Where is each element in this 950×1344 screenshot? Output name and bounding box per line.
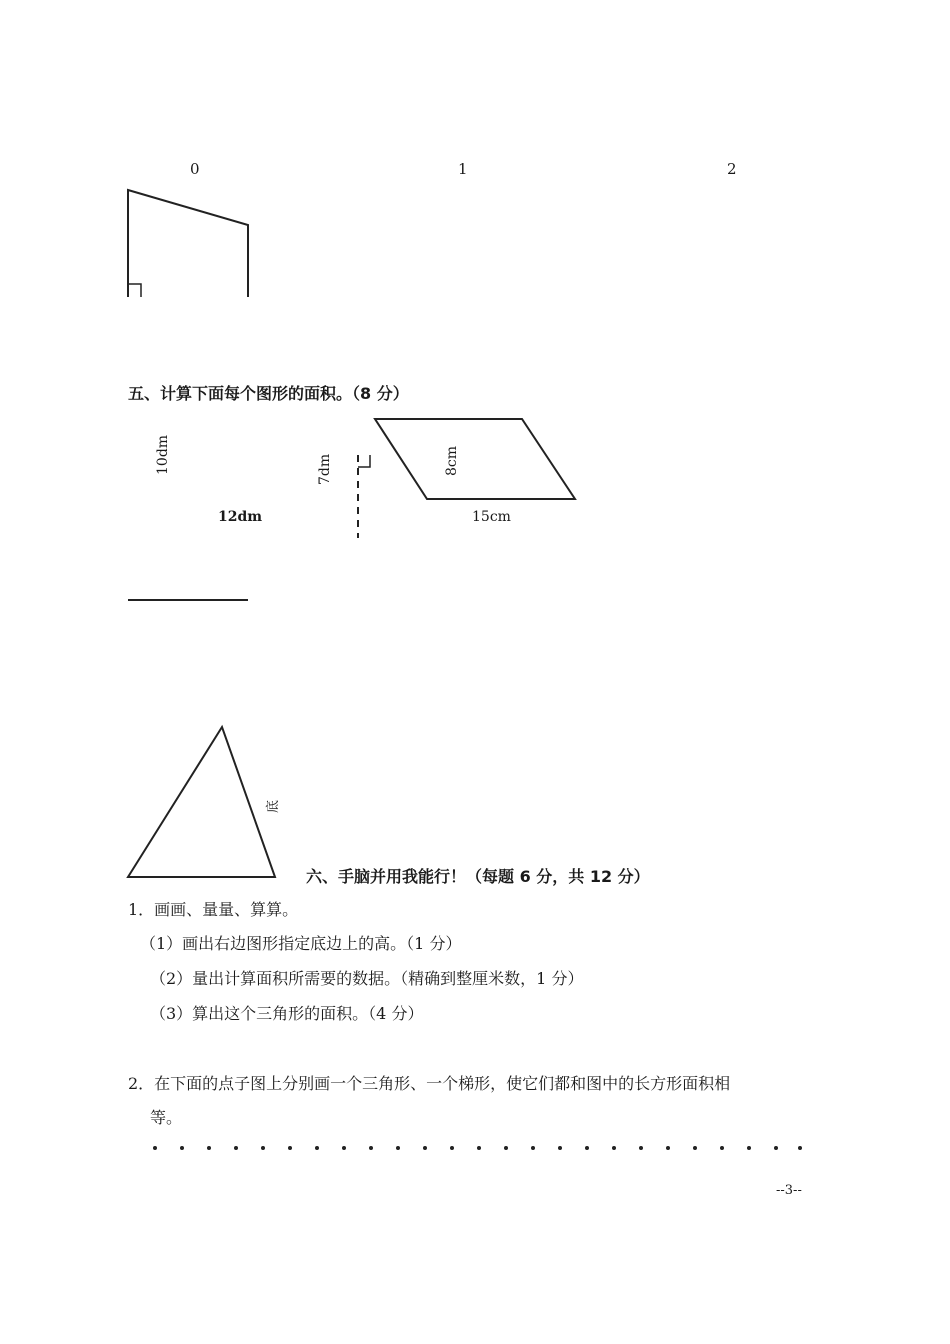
triangle-figure [128,727,275,877]
ruler-tick-2: 2 [727,160,737,178]
fig1-side-label: 10dm [155,434,171,475]
ruler-tick-1: 1 [458,160,468,178]
section6-heading: 六、手脑并用我能行！（每题 6 分，共 12 分） [306,867,650,886]
q2-line1: 2．在下面的点子图上分别画一个三角形、一个梯形，使它们都和图中的长方形面积相 [128,1074,731,1093]
fig3-height-label: 8cm [444,445,460,476]
height-marker-figure [358,455,370,538]
ruler-tick-0: 0 [190,160,200,178]
q2-line2: 等。 [150,1108,183,1127]
fig1-bottom-label: 12dm [218,509,263,525]
fig2-height-label: 7dm [317,453,333,485]
q1-item-1: （1）画出右边图形指定底边上的高。（1 分） [140,934,462,953]
q1-title: 1．画画、量量、算算。 [128,900,299,919]
fig3-base-label: 15cm [472,509,511,525]
q1-item-3: （3）算出这个三角形的面积。（4 分） [150,1004,424,1023]
section5-heading: 五、计算下面每个图形的面积。（8 分） [128,384,409,403]
dot-grid-row [153,1146,802,1150]
page-number: --3-- [776,1183,802,1198]
trapezoid-figure [128,190,248,297]
parallelogram-figure [375,419,575,499]
q1-item-2: （2）量出计算面积所需要的数据。（精确到整厘米数，1 分） [150,969,584,988]
triangle-base-mark: 底 [266,799,281,813]
